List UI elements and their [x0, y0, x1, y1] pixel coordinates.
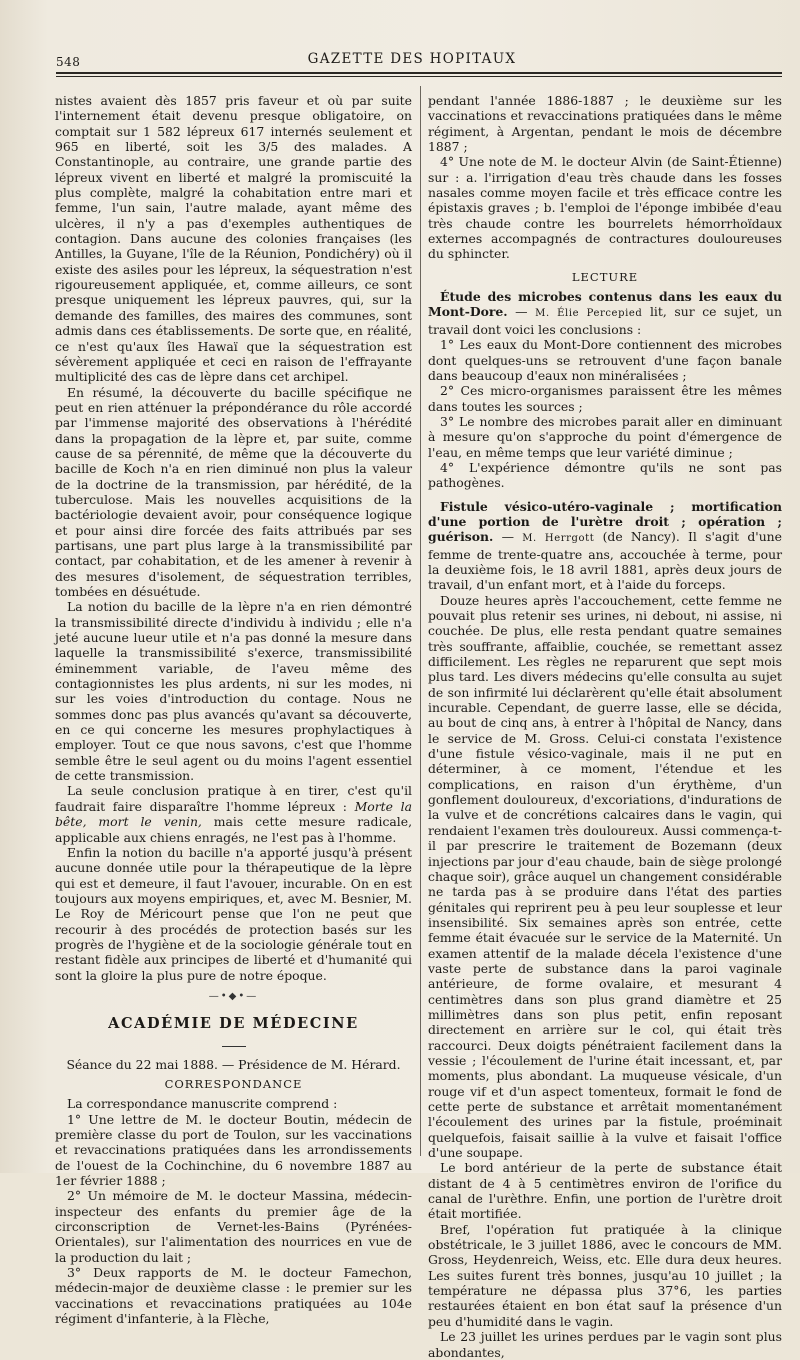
header-rule-thin [56, 76, 782, 77]
paragraph: nistes avaient dès 1857 pris faveur et où par suite l'internement était devenu presque obligatoire, on comptait sur 1 582 lépreux 617 internés seulement et 965 en liberté, soit les 3/5 des malades. A Constantinople, au contraire, une grande partie des lépreux vivent en liberté et malgré la promiscuité la plus complète, malgré la cohabitation entre mari et femme, l'un sain, l'autre malade, ayant même des ulcères, il n'y a pas d'exemples authentiques de contagion. Dans aucune des colonies françaises (les Antilles, la Guyane, l'île de la Réunion, Pondichéry) où il existe des asiles pour les lépreux, la séquestration n'est rigoureusement appliquée, et, comme ailleurs, ce sont presque uniquement les lépreux pauvres, qui, sur la demande des familles, des maires des communes, sont admis dans ces établissements. De sorte que, en réalité, ce n'est qu'aux îles Hawaï que la séquestration est sévèrement appliquée et ceci en raison de l'effrayante multiplicité des cas de lèpre dans cet archipel. [55, 93, 412, 385]
page-header [42, 40, 782, 68]
article-intro: Fistule vésico-utéro-vaginale ; mortification d'une portion de l'urètre droit ; opération ; guérison. — M. Herrgott (de Nancy). Il s'agit d'une femme de trente-quatre ans, accouchée à terme, pour la deuxième fois, le 18 avril 1881, après deux jours de travail, d'un enfant mort, et à l'aide du forceps. [428, 498, 782, 593]
running-title: GAZETTE DES HOPITAUX [307, 51, 517, 67]
left-column [55, 93, 413, 1327]
subsection-title-lecture: LECTURE [571, 269, 639, 284]
list-item: 2° Ces micro-organismes paraissent être les mêmes dans toutes les sources ; [428, 383, 782, 414]
short-rule [222, 1046, 246, 1047]
session-line: Séance du 22 mai 1888. — Présidence de M. Hérard. [66, 1056, 401, 1072]
right-column [428, 93, 782, 1360]
article-intro: Étude des microbes contenus dans les eaux du Mont-Dore. — M. Élie Percepied lit, sur ce sujet, un travail dont voici les conclusions : [428, 289, 782, 337]
paragraph: Douze heures après l'accouchement, cette femme ne pouvait plus retenir ses urines, ni debout, ni assise, ni couchée. De plus, elle resta pendant quatre semaines très souffrante, affaiblie, couchée, se remettant assez difficilement. Les règles ne reparurent que sept mois plus tard. Les divers médecins qu'elle consulta au sujet de son infirmité lui déclarèrent qu'elle était absolument incurable. Cependant, de guerre lasse, elle se décida, au bout de cinq ans, à entrer à l'hôpital de Nancy, dans le service de M. Gross. Celui-ci constata l'existence d'une fistule vésico-vaginale, mais il ne put en déterminer, à ce moment, l'étendue et les complications, en raison d'un érythème, d'un gonflement douloureux, d'excoriations, d'indurations de la vulve et de concrétions calcaires dans le vagin, qui rendaient l'examen très douloureux. Aussi commença-t-il par prescrire le traitement de Bozemann (deux injections par jour d'eau chaude, bain de siège prolongé chaque soir), grâce auquel un changement considérable ne tarda pas à se produire dans l'état des parties génitales qui reprirent peu à peu leur souplesse et leur insensibilité. Six semaines après son entrée, cette femme était évacuée sur le service de la Maternité. Un examen attentif de la malade décela l'existence d'une vaste perte de substance dans la paroi vaginale antérieure, de forme ovalaire, et mesurant 4 centimètres dans son plus grand diamètre et 25 millimètres dans son plus petit, enfin reposant directement en arrière sur le col, qui était très raccourci. Deux doigts pénétraient facilement dans la vessie ; l'écoulement de l'urine était incessant, et, par moments, plus abondant. La muqueuse vésicale, d'un rouge vif et d'un aspect tomenteux, formait le fond de cette perte de substance et arrêtait momentanément l'écoulement des urines par la fistule, proéminait quelquefois, faisait saillie à la vulve et faisait l'office d'une soupape. [428, 592, 782, 1161]
column-divider [420, 86, 421, 1156]
section-ornament: —•◆•— [208, 990, 259, 1002]
article-title: Fistule vésico-utéro-vaginale ; mortification d'une portion de l'urètre droit ; opération ; guérison. [428, 498, 782, 545]
paragraph: La correspondance manuscrite comprend : [67, 1096, 338, 1112]
paragraph: pendant l'année 1886-1887 ; le deuxième sur les vaccinations et revaccinations pratiquées dans le même régiment, à Argentan, pendant le mois de décembre 1887 ; [428, 93, 782, 155]
paragraph: Bref, l'opération fut pratiquée à la clinique obstétricale, le 3 juillet 1886, avec le concours de MM. Gross, Heydenreich, Weiss, etc. Elle dura deux heures. Les suites furent très bonnes, jusqu'au 10 juillet ; la température ne dépassa plus 37°6, les parties restaurées étaient en bon état sauf la présence d'un peu d'humidité dans le vagin. [428, 1221, 782, 1329]
list-item: 1° Une lettre de M. le docteur Boutin, médecin de première classe du port de Toulon, sur les vaccinations et revaccinations pratiquées dans les arrondissements de l'ouest de la Cochinchine, du 6 novembre 1887 au 1er février 1888 ; [55, 1111, 412, 1189]
list-item: 3° Deux rapports de M. le docteur Famechon, médecin-major de deuxième classe : le premier sur les vaccinations et revaccinations pratiquées au 104e régiment d'infanterie, à la Flèche, [55, 1265, 412, 1327]
text-run: lit, sur ce sujet, un travail dont voici les conclusions : [428, 304, 782, 337]
author-name: M. Élie Percepied [535, 308, 643, 320]
paragraph: Le bord antérieur de la perte de substance était distant de 4 à 5 centimètres environ de l'orifice du canal de l'urèthre. Enfin, une portion de l'urètre droit était mortifiée. [428, 1160, 782, 1222]
subsection-title-correspondance: CORRESPONDANCE [164, 1076, 303, 1091]
list-item: 4° Une note de M. le docteur Alvin (de Saint-Étienne) sur : a. l'irrigation d'eau très chaude dans les fosses nasales comme moyen facile et très efficace contre les épistaxis graves ; b. l'emploi de l'éponge imbibée d'eau très chaude contre les bourrelets hémorrhoïdaux externes accompagnés de contractures douloureuses du sphincter. [428, 154, 782, 262]
italic-quote: Morte la bête, mort le venin, [55, 798, 412, 830]
header-rule [56, 72, 782, 74]
section-title-academie: ACADÉMIE DE MÉDECINE [108, 1015, 359, 1033]
paragraph: Enfin la notion du bacille n'a apporté jusqu'à présent aucune donnée utile pour la thérapeutique de la lèpre qui est et demeure, il faut l'avouer, incurable. On en est toujours aux moyens empiriques, et, avec M. Besnier, M. Le Roy de Méricourt pense que l'on ne peut que recourir à des procédés de protection basés sur les progrès de l'hygiène et de la sociologie générale tout en restant fidèle aux principes de liberté et d'humanité qui sont la gloire la plus pure de notre époque. [55, 844, 412, 983]
list-item: 3° Le nombre des microbes parait aller en diminuant à mesure qu'on s'approche du point d'émergence de l'eau, en même temps que leur variété diminue ; [428, 413, 782, 460]
page-number: 548 [56, 55, 81, 69]
text-run: La seule conclusion pratique à en tirer, c'est qu'il faudrait faire disparaître l'homme lépreux : [55, 783, 412, 814]
paragraph: En résumé, la découverte du bacille spécifique ne peut en rien atténuer la prépondérance du rôle accordé par l'immense majorité des observations à l'hérédité dans la propagation de la lèpre et, par suite, comme cause de sa pérennité, de même que la découverte du bacille de Koch n'a en rien diminué non plus la valeur de la doctrine de la transmission, par hérédité, de la tuberculose. Mais les nouvelles acquisitions de la bactériologie devaient avoir, pour conséquence logique et pour ainsi dire forcée des faits attribués par ses partisans, une part plus large à la transmissibilité par contact, par cohabitation, et de les amener à revenir à des mesures d'isolement, de séquestration terribles, tombées en désuétude. [55, 384, 412, 599]
article-title: Étude des microbes contenus dans les eaux du Mont-Dore. [428, 289, 782, 320]
text-run: (de Nancy). Il s'agit d'une femme de trente-quatre ans, accouchée à terme, pour la deuxième fois, le 18 avril 1881, après deux jours de travail, d'un enfant mort, et à l'aide du forceps. [428, 529, 782, 593]
paragraph [55, 783, 412, 844]
list-item: 2° Un mémoire de M. le docteur Massina, médecin-inspecteur des enfants du premier âge de la circonscription de Vernet-les-Bains (Pyrénées-Orientales), sur l'alimentation des nourrices en vue de la production du lait ; [55, 1188, 412, 1265]
list-item: 4° L'expérience démontre qu'ils ne sont pas pathogènes. [428, 459, 782, 491]
paragraph: Le 23 juillet les urines perdues par le vagin sont plus abondantes, [428, 1329, 782, 1360]
paragraph: La notion du bacille de la lèpre n'a en rien démontré la transmissibilité directe d'individu à individu ; elle n'a jeté aucune lueur utile et n'a pas donné la mesure dans laquelle la transmissibilité s'exerce, transmissibilité éminemment variable, de l'aveu même des contagionnistes les plus ardents, ni sur les modes, ni sur les voies d'introduction du contage. Nous ne sommes donc pas plus avancés qu'avant sa découverte, en ce qui concerne les mesures prophylactiques à employer. Tout ce que nous savons, c'est que l'homme semble être le seul agent ou du moins l'agent essentiel de cette transmission. [55, 599, 412, 784]
text-run: mais cette mesure radicale, applicable aux chiens enragés, ne l'est pas à l'homme. [55, 814, 413, 845]
author-name: M. Herrgott [522, 533, 595, 545]
list-item: 1° Les eaux du Mont-Dore contiennent des microbes dont quelques-uns se retrouvent d'une façon banale dans beaucoup d'eaux non minéralisées ; [428, 337, 782, 383]
